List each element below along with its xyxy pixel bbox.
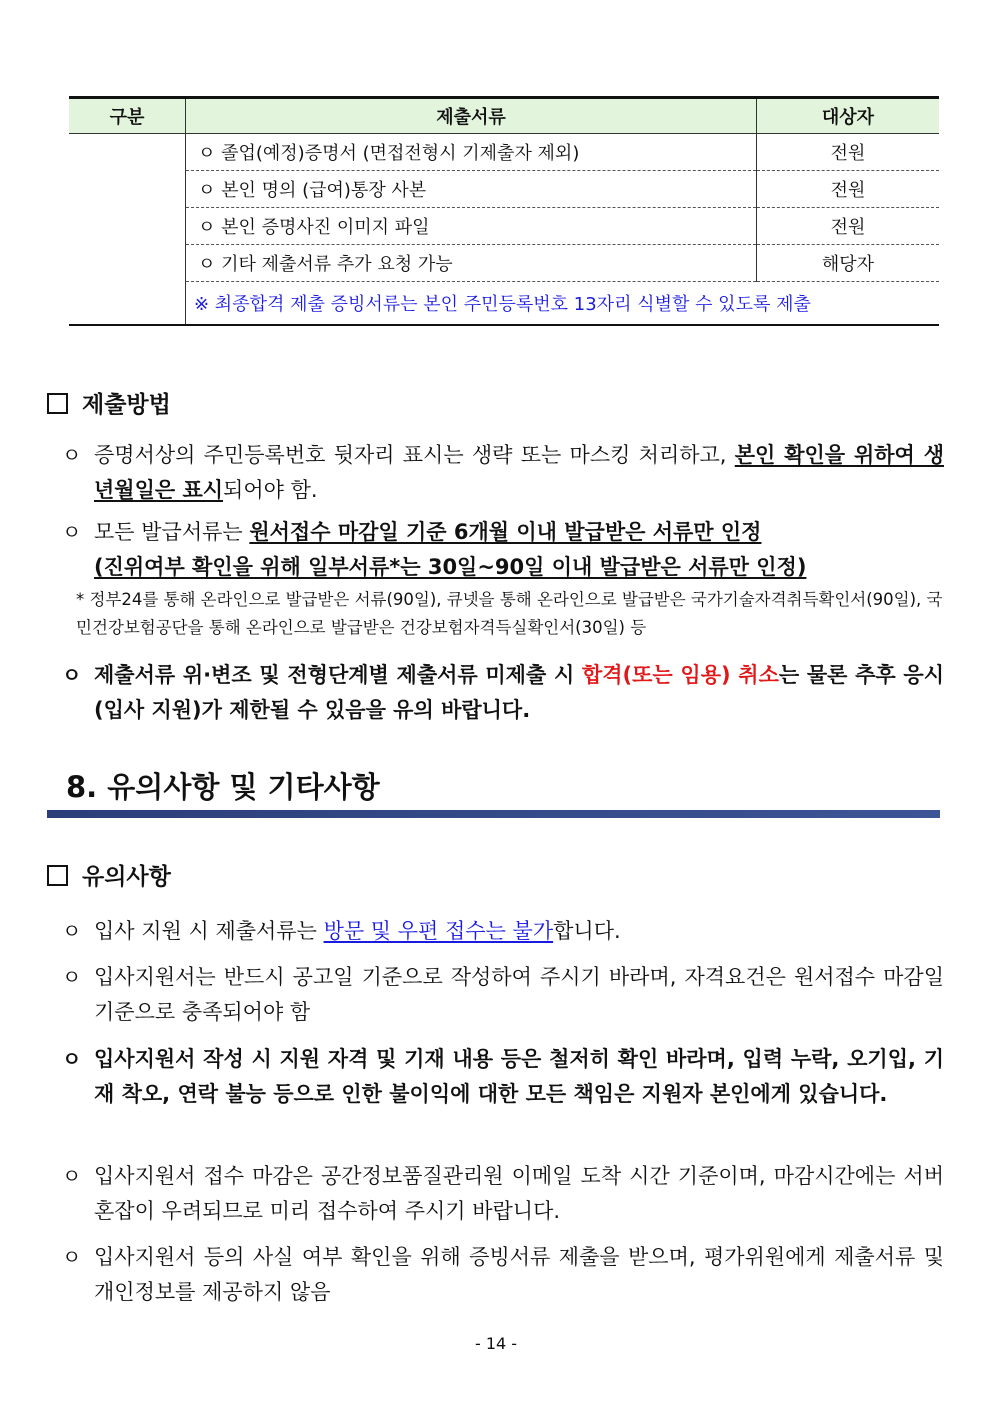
documents-table <box>69 96 939 326</box>
doc-cell: ㅇ 본인 증명사진 이미지 파일 <box>186 208 757 245</box>
doc-cell: ㅇ 졸업(예정)증명서 (면접전형시 기제출자 제외) <box>186 134 757 171</box>
doc-cell: ㅇ 본인 명의 (급여)통장 사본 <box>186 171 757 208</box>
bullet-icon: ㅇ <box>62 1164 82 1188</box>
bullet-icon: ㅇ <box>62 443 82 467</box>
table-note: ※ 최종합격 제출 증빙서류는 본인 주민등록번호 13자리 식별할 수 있도록 제출 <box>194 294 811 315</box>
table-row <box>69 171 939 208</box>
notes-item-5: ㅇ 입사지원서 등의 사실 여부 확인을 위해 증빙서류 제출을 받으며, 평가위원에게 제출서류 및 개인정보를 제공하지 않음 <box>62 1240 944 1310</box>
bullet-icon: ㅇ <box>62 520 82 544</box>
table-row <box>69 134 939 171</box>
page-number: - 14 - <box>474 1334 518 1353</box>
doc-cell: ㅇ 기타 제출서류 추가 요청 가능 <box>186 245 757 282</box>
bullet-icon: ㅇ <box>62 663 82 687</box>
no-visit-mail-link: 방문 및 우편 접수는 불가 <box>323 919 554 943</box>
table-row <box>69 245 939 282</box>
header-documents: 제출서류 <box>186 98 757 134</box>
header-target: 대상자 <box>757 98 940 134</box>
bullet-icon: ㅇ <box>62 919 82 943</box>
target-cell: 해당자 <box>757 245 940 282</box>
checkbox-square-icon <box>47 865 68 886</box>
bullet-icon: ㅇ <box>62 965 82 989</box>
section-title: 8. 유의사항 및 기타사항 <box>66 770 380 804</box>
notes-item-2: ㅇ 입사지원서는 반드시 공고일 기준으로 작성하여 주시기 바라며, 자격요건은 원서접수 마감일 기준으로 충족되어야 함 <box>62 960 944 1030</box>
notes-heading: 유의사항 <box>47 858 171 891</box>
submission-footnote: * 정부24를 통해 온라인으로 발급받은 서류(90일), 큐넷을 통해 온라인으로 발급받은 국가기술자격취득확인서(90일), 국민건강보험공단을 통해 온라인으로 발급받은 건강보험자격득실확인서(30일) 등 <box>76 590 943 637</box>
notes-item-1: ㅇ 입사 지원 시 제출서류는 방문 및 우편 접수는 불가합니다. <box>62 914 944 949</box>
target-cell: 전원 <box>757 208 940 245</box>
checkbox-square-icon <box>47 393 68 414</box>
submission-item-3: ㅇ 제출서류 위·변조 및 전형단계별 제출서류 미제출 시 합격(또는 임용) 취소는 물론 추후 응시(입사 지원)가 제한될 수 있음을 유의 바랍니다. <box>62 658 944 728</box>
notes-item-3: ㅇ 입사지원서 작성 시 지원 자격 및 기재 내용 등은 철저히 확인 바라며, 입력 누락, 오기입, 기재 착오, 연락 불능 등으로 인한 불이익에 대한 모든 책임은 지원자 본인에게 있습니다. <box>62 1042 944 1112</box>
submission-item-1: ㅇ 증명서상의 주민등록번호 뒷자리 표시는 생략 또는 마스킹 처리하고, 본인 확인을 위하여 생년월일은 표시되어야 함. <box>62 438 944 508</box>
target-cell: 전원 <box>757 134 940 171</box>
target-cell: 전원 <box>757 171 940 208</box>
table-note-row <box>69 282 939 326</box>
section-divider <box>47 810 940 818</box>
submission-heading: 제출방법 <box>47 386 171 419</box>
bullet-icon: ㅇ <box>62 1047 82 1071</box>
table-row <box>69 208 939 245</box>
notes-item-4: ㅇ 입사지원서 접수 마감은 공간정보품질관리원 이메일 도착 시간 기준이며, 마감시간에는 서버 혼잡이 우려되므로 미리 접수하여 주시기 바랍니다. <box>62 1159 944 1229</box>
submission-item-2: ㅇ 모든 발급서류는 원서접수 마감일 기준 6개월 이내 발급받은 서류만 인정 (진위여부 확인을 위해 일부서류*는 30일~90일 이내 발급받은 서류만 인정) <box>62 515 944 585</box>
bullet-icon: ㅇ <box>62 1245 82 1269</box>
header-category: 구분 <box>69 98 186 134</box>
